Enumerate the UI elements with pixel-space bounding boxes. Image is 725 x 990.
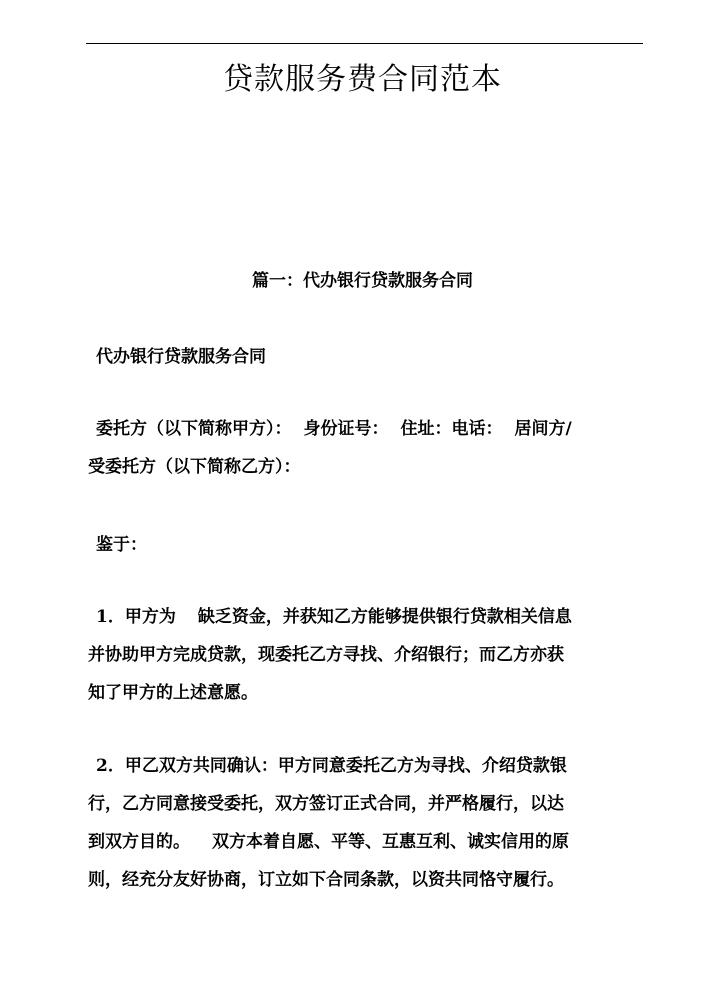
header-rule bbox=[86, 43, 643, 44]
subtitle-text: 代办银行贷款服务合同 bbox=[96, 347, 266, 367]
clause-1-number: 1． bbox=[96, 607, 125, 627]
id-number-label: 身份证号： bbox=[303, 419, 389, 439]
phone-label: 电话： bbox=[451, 419, 503, 439]
clause-1-line-1 bbox=[88, 598, 648, 636]
agent-label-part2: 受委托方（以下简称乙方）： bbox=[88, 457, 301, 477]
clause-1-line-3: 知了甲方的上述意愿。 bbox=[88, 683, 258, 703]
whereas-label: 鉴于： bbox=[96, 535, 147, 555]
clause-2-text: 甲乙双方共同确认：甲方同意委托乙方为寻找、介绍贷款银 bbox=[124, 756, 567, 776]
parties-paragraph bbox=[88, 410, 648, 486]
clause-2 bbox=[88, 747, 648, 899]
client-label: 委托方（以下简称甲方）： bbox=[96, 419, 292, 439]
clause-1-text-b: 缺乏资金，并获知乙方能够提供银行贷款相关信息 bbox=[197, 607, 572, 627]
clause-2-number: 2． bbox=[96, 756, 125, 776]
clause-2-line-2: 行，乙方同意接受委托，双方签订正式合同，并严格履行，以达 bbox=[88, 794, 564, 814]
parties-line-1 bbox=[88, 410, 648, 448]
clause-2-line-1 bbox=[88, 747, 648, 785]
clause-2-text-3b: 双方本着自愿、平等、互惠互利、诚实信用的原 bbox=[212, 832, 569, 852]
clause-2-line-4: 则，经充分友好协商，订立如下合同条款，以资共同恪守履行。 bbox=[88, 870, 564, 890]
clause-1-text-a: 甲方为 bbox=[124, 607, 176, 627]
clause-2-line-3 bbox=[88, 823, 648, 861]
document-title: 贷款服务费合同范本 bbox=[223, 62, 502, 97]
clause-1 bbox=[88, 598, 648, 712]
section-heading: 篇一：代办银行贷款服务合同 bbox=[252, 271, 473, 291]
address-label: 住址： bbox=[400, 419, 452, 439]
clause-1-line-2: 并协助甲方完成贷款，现委托乙方寻找、介绍银行；而乙方亦获 bbox=[88, 645, 564, 665]
agent-label-part1: 居间方/ bbox=[514, 419, 572, 439]
whereas-paragraph bbox=[88, 526, 648, 564]
clause-2-text-3a: 到双方目的。 bbox=[88, 832, 190, 852]
contract-subtitle bbox=[88, 338, 648, 376]
